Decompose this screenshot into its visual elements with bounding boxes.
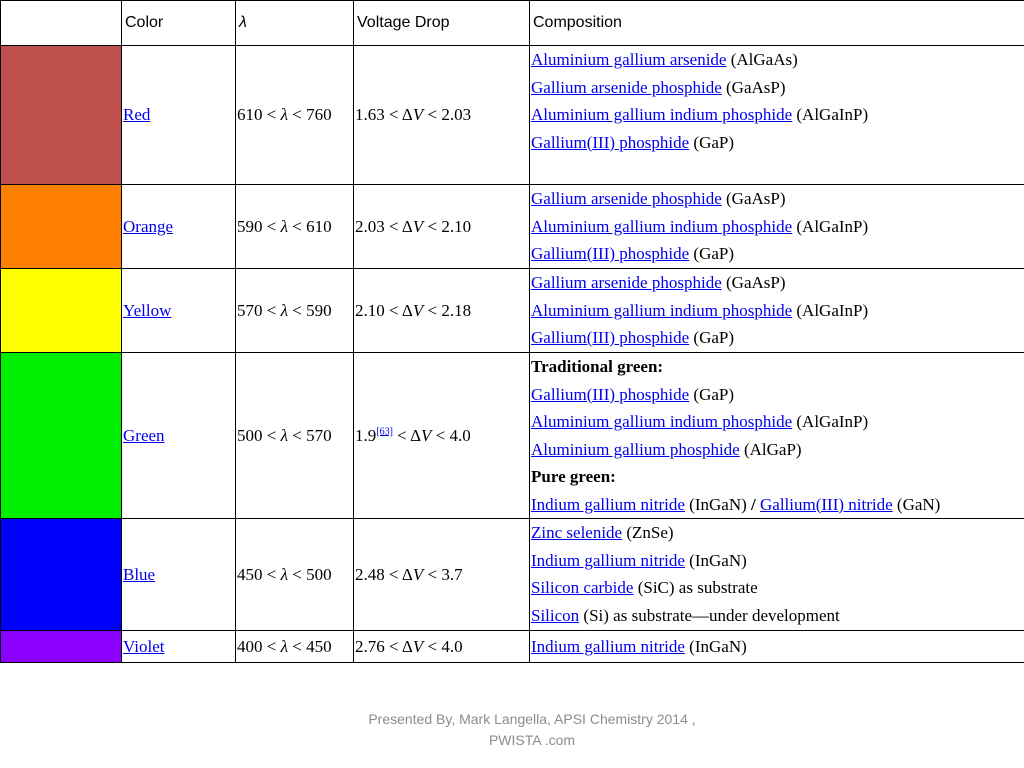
- delta-symbol: Δ: [401, 636, 413, 656]
- voltage-symbol: V: [412, 105, 424, 125]
- citation-link[interactable]: [63]: [376, 426, 393, 438]
- material-formula: (GaN): [892, 494, 941, 514]
- less-than-symbol: <: [292, 216, 302, 236]
- voltage-symbol: V: [421, 425, 432, 445]
- header-composition: Composition: [530, 1, 1024, 46]
- led-row-green: [1, 353, 1024, 519]
- wavelength-low: 450: [237, 564, 263, 584]
- voltage-symbol: V: [412, 564, 424, 584]
- led-row-yellow: [1, 269, 1024, 353]
- composition-item: [531, 633, 1024, 661]
- less-than-symbol: <: [389, 105, 399, 125]
- wavelength-low: 610: [237, 105, 263, 125]
- composition-item: [531, 602, 1024, 630]
- header-color: Color: [122, 1, 236, 46]
- header-swatch-cell: [1, 1, 122, 46]
- material-link[interactable]: Aluminium gallium indium phosphide: [531, 412, 793, 431]
- led-row-red: [1, 46, 1024, 185]
- color-name-cell: [122, 631, 236, 663]
- wavelength-low: 590: [237, 216, 263, 236]
- voltage-cell: [354, 269, 530, 353]
- composition-item: [531, 269, 1024, 297]
- material-link[interactable]: Gallium(III) phosphide: [531, 328, 690, 347]
- less-than-symbol: <: [427, 216, 438, 236]
- color-link[interactable]: Green: [123, 425, 165, 445]
- voltage-high: 4.0: [449, 425, 471, 445]
- voltage-low: 2.48: [355, 564, 385, 584]
- color-link[interactable]: Red: [123, 105, 151, 125]
- header-lambda: [236, 1, 354, 46]
- voltage-cell: [354, 185, 530, 269]
- footer: [332, 709, 732, 751]
- delta-symbol: Δ: [401, 105, 413, 125]
- material-link[interactable]: Gallium(III) phosphide: [531, 132, 690, 152]
- material-link[interactable]: Silicon carbide: [531, 578, 634, 597]
- composition-item: [531, 547, 1024, 575]
- composition-item: [531, 574, 1024, 602]
- material-formula: (AlGaInP): [792, 300, 869, 320]
- material-link[interactable]: Silicon: [531, 605, 580, 625]
- less-than-symbol: <: [389, 300, 399, 320]
- less-than-symbol: <: [292, 636, 302, 656]
- voltage-symbol: V: [412, 636, 424, 656]
- material-formula: (GaP): [689, 132, 735, 152]
- less-than-symbol: <: [266, 300, 277, 320]
- composition-item: [531, 101, 1024, 129]
- composition-item: [531, 408, 1024, 436]
- material-link[interactable]: Gallium arsenide phosphide: [531, 189, 722, 208]
- material-link[interactable]: Gallium(III) phosphide: [531, 244, 690, 263]
- led-row-orange: [1, 185, 1024, 269]
- composition-cell: [530, 269, 1024, 353]
- color-link[interactable]: Orange: [123, 216, 174, 236]
- voltage-low: 2.03: [355, 216, 385, 236]
- material-link[interactable]: Aluminium gallium arsenide: [531, 50, 727, 69]
- material-link[interactable]: Aluminium gallium indium phosphide: [531, 216, 793, 236]
- header-voltage-drop: Voltage Drop: [354, 1, 530, 46]
- voltage-cell: [354, 631, 530, 663]
- material-formula: (GaP): [689, 328, 735, 347]
- less-than-symbol: <: [389, 636, 399, 656]
- voltage-low: 1.63: [355, 105, 385, 125]
- color-name-cell: [122, 519, 236, 631]
- composition-cell: [530, 185, 1024, 269]
- less-than-symbol: <: [292, 425, 302, 445]
- composition-item: [531, 381, 1024, 409]
- color-name-cell: [122, 269, 236, 353]
- less-than-symbol: <: [389, 216, 399, 236]
- color-link[interactable]: Violet: [123, 636, 165, 656]
- material-formula: (SiC) as substrate: [633, 578, 758, 597]
- composition-cell: [530, 46, 1024, 185]
- material-formula: (Si) as substrate—under development: [579, 605, 840, 625]
- composition-item: [531, 519, 1024, 547]
- wavelength-low: 570: [237, 300, 263, 320]
- material-formula: (AlGaP): [739, 439, 802, 459]
- wavelength-high: 760: [306, 105, 332, 125]
- delta-symbol: Δ: [401, 564, 413, 584]
- less-than-symbol: <: [397, 425, 407, 445]
- material-formula: (AlGaInP): [792, 216, 869, 236]
- composition-cell: [530, 353, 1024, 519]
- less-than-symbol: <: [292, 564, 302, 584]
- material-formula: (GaP): [689, 384, 735, 404]
- voltage-symbol: V: [412, 216, 424, 236]
- wavelength-high: 570: [306, 425, 332, 445]
- material-formula: (GaAsP): [721, 273, 786, 292]
- material-link[interactable]: Indium gallium nitride: [531, 550, 685, 570]
- composition-item: [531, 240, 1024, 268]
- material-formula: (AlGaInP): [792, 412, 869, 431]
- material-link[interactable]: Gallium arsenide phosphide: [531, 77, 722, 97]
- wavelength-low: 400: [237, 636, 263, 656]
- footer-line-1: Presented By, Mark Langella, APSI Chemistry 2014 ,: [368, 711, 696, 727]
- wavelength-low: 500: [237, 425, 263, 445]
- material-formula: (GaAsP): [721, 77, 786, 97]
- voltage-cell: [354, 46, 530, 185]
- wavelength-high: 590: [306, 300, 332, 320]
- color-swatch: [1, 185, 122, 269]
- material-link[interactable]: Indium gallium nitride: [531, 636, 685, 656]
- less-than-symbol: <: [435, 425, 446, 445]
- less-than-symbol: <: [292, 105, 302, 125]
- wavelength-cell: [236, 519, 354, 631]
- color-name-cell: [122, 353, 236, 519]
- wavelength-cell: [236, 353, 354, 519]
- voltage-high: 2.10: [441, 216, 472, 236]
- voltage-cell: [354, 353, 530, 519]
- material-link[interactable]: Gallium(III) phosphide: [531, 384, 690, 404]
- color-swatch: [1, 353, 122, 519]
- less-than-symbol: <: [266, 636, 277, 656]
- material-link[interactable]: Aluminium gallium phosphide: [531, 439, 740, 459]
- voltage-high: 3.7: [441, 564, 463, 584]
- material-formula: (ZnSe): [622, 523, 674, 542]
- wavelength-cell: [236, 185, 354, 269]
- delta-symbol: Δ: [410, 425, 422, 445]
- composition-item: [531, 297, 1024, 325]
- lambda-symbol: λ: [280, 564, 288, 584]
- less-than-symbol: <: [266, 425, 277, 445]
- color-link[interactable]: Yellow: [123, 300, 172, 320]
- voltage-high: 2.03: [441, 105, 472, 125]
- delta-symbol: Δ: [401, 216, 413, 236]
- citation-ref: [376, 426, 393, 437]
- material-formula: (InGaN): [684, 550, 747, 570]
- material-link[interactable]: Gallium arsenide phosphide: [531, 273, 722, 292]
- color-swatch: [1, 269, 122, 353]
- header-row: [1, 1, 1024, 46]
- voltage-cell: [354, 519, 530, 631]
- composition-item: [531, 46, 1024, 74]
- composition-cell: [530, 631, 1024, 663]
- wavelength-high: 450: [306, 636, 332, 656]
- wavelength-cell: [236, 269, 354, 353]
- color-swatch: [1, 519, 122, 631]
- material-link[interactable]: Indium gallium nitride: [531, 494, 685, 514]
- composition-item: [531, 74, 1024, 102]
- voltage-symbol: V: [412, 300, 424, 320]
- material-link[interactable]: Gallium(III) nitride: [760, 494, 893, 514]
- composition-item: [531, 185, 1024, 213]
- color-name-cell: [122, 185, 236, 269]
- wavelength-cell: [236, 631, 354, 663]
- less-than-symbol: <: [427, 105, 438, 125]
- less-than-symbol: <: [292, 300, 302, 320]
- wavelength-high: 500: [306, 564, 332, 584]
- less-than-symbol: <: [427, 300, 438, 320]
- voltage-high: 2.18: [441, 300, 472, 320]
- color-link[interactable]: Blue: [123, 564, 156, 584]
- material-formula: (AlGaAs): [726, 50, 798, 69]
- footer-line-2: PWISTA .com: [488, 732, 576, 748]
- led-row-blue: [1, 519, 1024, 631]
- color-swatch: [1, 631, 122, 663]
- composition-item: [531, 436, 1024, 464]
- composition-item: [531, 491, 1024, 519]
- material-formula: (GaAsP): [721, 189, 786, 208]
- less-than-symbol: <: [389, 564, 399, 584]
- composition-item: [531, 324, 1024, 352]
- color-name-cell: [122, 46, 236, 185]
- delta-symbol: Δ: [401, 300, 413, 320]
- material-link[interactable]: Aluminium gallium indium phosphide: [531, 300, 793, 320]
- material-formula: (GaP): [689, 244, 735, 263]
- voltage-high: 4.0: [441, 636, 463, 656]
- material-formula: (InGaN): [684, 494, 752, 514]
- color-swatch: [1, 46, 122, 185]
- led-row-violet: [1, 631, 1024, 663]
- header-lambda-symbol: λ: [239, 14, 247, 32]
- wavelength-high: 610: [306, 216, 332, 236]
- composition-item: [531, 213, 1024, 241]
- lambda-symbol: λ: [280, 105, 288, 125]
- separator: /: [751, 494, 756, 514]
- material-link[interactable]: Aluminium gallium indium phosphide: [531, 105, 793, 124]
- voltage-low: 2.10: [355, 300, 385, 320]
- composition-cell: [530, 519, 1024, 631]
- lambda-symbol: λ: [280, 425, 288, 445]
- lambda-symbol: λ: [280, 636, 288, 656]
- material-formula: (InGaN): [684, 636, 747, 656]
- voltage-low: 1.9: [355, 425, 377, 445]
- less-than-symbol: <: [427, 636, 438, 656]
- wavelength-cell: [236, 46, 354, 185]
- less-than-symbol: <: [427, 564, 438, 584]
- material-link[interactable]: Zinc selenide: [531, 523, 623, 542]
- voltage-low: 2.76: [355, 636, 385, 656]
- less-than-symbol: <: [266, 564, 277, 584]
- composition-heading: Pure green:: [531, 467, 616, 486]
- material-formula: (AlGaInP): [792, 105, 869, 124]
- lambda-symbol: λ: [280, 216, 288, 236]
- less-than-symbol: <: [266, 105, 277, 125]
- lambda-symbol: λ: [280, 300, 288, 320]
- composition-heading: Traditional green:: [531, 357, 664, 376]
- less-than-symbol: <: [266, 216, 277, 236]
- composition-item: [531, 129, 1024, 157]
